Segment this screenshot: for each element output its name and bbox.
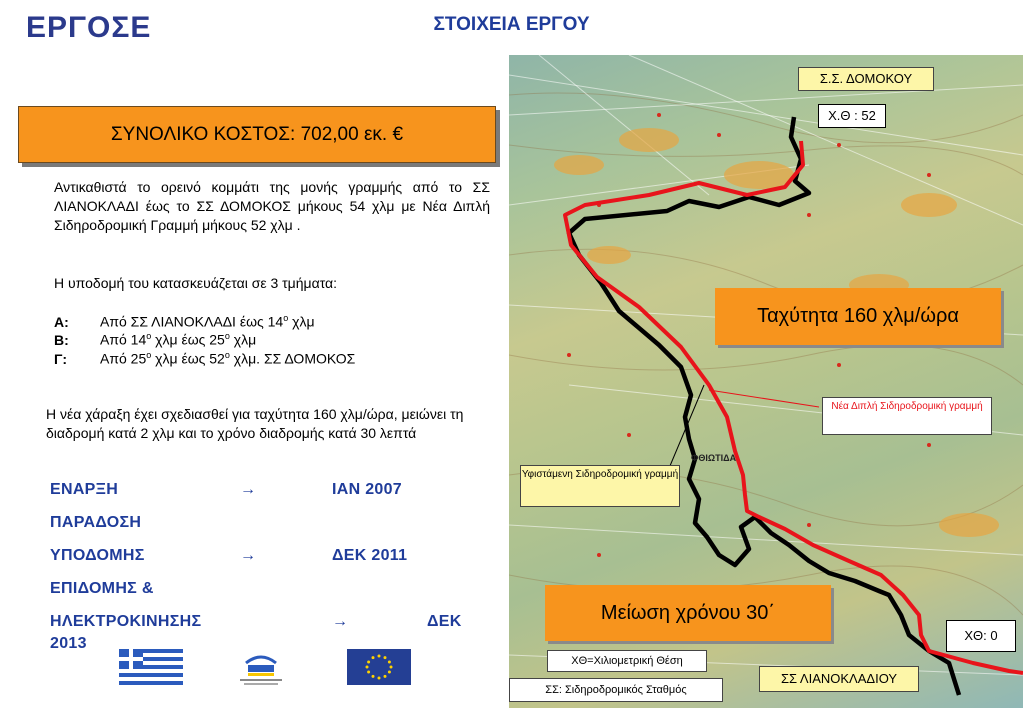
time-reduction-text: Μείωση χρόνου 30΄	[600, 601, 776, 624]
existing-line-label: Υφιστάμενη Σιδηροδρομική γραμμή	[520, 465, 680, 507]
section-c: Γ: Από $25^o$ χλμ έως $52^o$ χλμ. ΣΣ ΔΟΜΟΚΟΣ	[54, 350, 356, 367]
electrification-label: ΗΛΕΚΤΡΟΚΙΝΗΣΗΣ	[50, 613, 202, 630]
section-b: Β: Από $14^o$ χλμ έως $25^o$ χλμ	[54, 331, 257, 348]
speed-callout	[715, 288, 1001, 345]
section-key: Β:	[54, 331, 69, 348]
km-0-label: ΧΘ: 0	[946, 620, 1016, 652]
total-cost-box	[18, 106, 496, 163]
route-map	[509, 55, 1023, 708]
lianokladi-station-label: ΣΣ ΛΙΑΝΟΚΛΑΔΙΟΥ	[759, 666, 919, 692]
legend-km: ΧΘ=Χιλιομετρική Θέση	[547, 650, 707, 672]
legend-station: ΣΣ: Σιδηροδρομικός Σταθμός	[509, 678, 723, 702]
domokos-station-label: Σ.Σ. ΔΟΜΟΚΟΥ	[798, 67, 934, 91]
electrification-date: ΔΕΚ	[427, 613, 462, 630]
design-speed-paragraph: Η νέα χάραξη έχει σχεδιασθεί για ταχύτητα 160 χλμ/ώρα, μειώνει τη διαδρομή κατά 2 χλμ και το χρόνο διαδρομής κατά 30 λεπτά	[46, 406, 464, 441]
superstructure-label: ΕΠΙΔΟΜΗΣ &	[50, 580, 154, 597]
new-line-label: Νέα Διπλή Σιδηροδρομική γραμμή	[822, 397, 992, 435]
section-a: Α: Από ΣΣ ΛΙΑΝΟΚΛΑΔΙ έως $14^o$ χλμ	[54, 313, 315, 330]
page-title: ΣΤΟΙΧΕΙΑ ΕΡΓΟΥ	[433, 14, 590, 35]
start-label: ΕΝΑΡΞΗ	[50, 481, 119, 498]
town-label: ΦΘΙΩΤΙΔΑ	[691, 453, 737, 463]
section-key: Α:	[54, 313, 69, 330]
speed-text: Ταχύτητα 160 χλμ/ώρα	[757, 305, 959, 327]
eu-flag-icon	[347, 649, 411, 685]
ergose-logo: ΕΡΓΟΣΕ	[26, 11, 152, 44]
start-date: ΙΑΝ 2007	[332, 481, 402, 498]
greek-flag-icon	[119, 649, 183, 685]
sections-intro: Η υποδομή του κατασκευάζεται σε 3 τμήματα:	[54, 275, 338, 291]
km-52-label: Χ.Θ : 52	[818, 104, 886, 128]
electrification-year: 2013	[50, 635, 87, 652]
arrow-icon: →	[332, 613, 349, 630]
total-cost-text: ΣΥΝΟΛΙΚΟ ΚΟΣΤΟΣ: 702,00 εκ. €	[110, 123, 404, 145]
infrastructure-label: ΥΠΟΔΟΜΗΣ	[50, 547, 145, 564]
greece-program-logo-icon	[232, 647, 290, 687]
arrow-icon: →	[240, 481, 257, 498]
new-line-pointer	[709, 390, 819, 407]
infrastructure-date: ΔΕΚ 2011	[332, 547, 408, 564]
description-paragraph: Αντικαθιστά το ορεινό κομμάτι της μονής γραμμής από το ΣΣ ΛΙΑΝΟΚΛΑΔΙ έως το ΣΣ ΔΟΜΟΚΟΣ μήκους 54 χλμ με Νέα Διπλή Σιδηροδρομική Γραμμή μήκους 52 χλμ .	[54, 179, 490, 233]
section-key: Γ:	[54, 350, 68, 367]
delivery-label: ΠΑΡΑΔΟΣΗ	[50, 514, 142, 531]
time-reduction-callout	[545, 585, 831, 641]
arrow-icon: →	[240, 547, 257, 564]
